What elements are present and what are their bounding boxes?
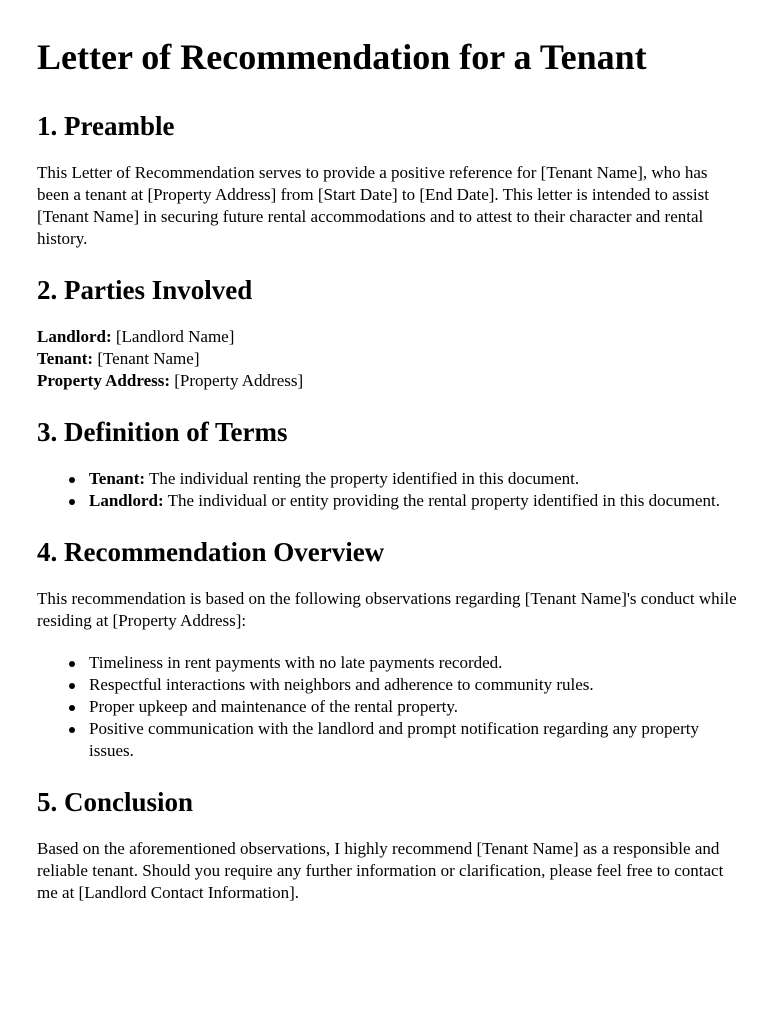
list-item: Timeliness in rent payments with no late payments recorded.	[89, 652, 740, 674]
parties-block	[37, 326, 740, 392]
section-heading-preamble: 1. Preamble	[37, 111, 175, 141]
section-heading-conclusion: 5. Conclusion	[37, 787, 194, 817]
definition-text: The individual or entity providing the rental property identified in this document.	[163, 491, 720, 510]
landlord-line	[37, 326, 740, 348]
definition-term: Tenant:	[89, 469, 146, 488]
conclusion-text: Based on the aforementioned observations, I highly recommend [Tenant Name] as a responsible and reliable tenant. Should you require any further information or clarification, please feel free to contact me at [Landlord Contact Information].	[37, 839, 724, 902]
section-heading-definitions: 3. Definition of Terms	[37, 417, 288, 447]
landlord-value: [Landlord Name]	[111, 327, 235, 346]
section-heading-parties: 2. Parties Involved	[37, 275, 253, 305]
preamble-text: This Letter of Recommendation serves to provide a positive reference for [Tenant Name], who has been a tenant at [Property Address] from [Start Date] to [End Date]. This letter is intended to assist [Tenant Name] in securing future rental accommodations and to attest to their character and rental history.	[37, 163, 709, 248]
list-item: Respectful interactions with neighbors and adherence to community rules.	[89, 674, 740, 696]
section-heading-overview: 4. Recommendation Overview	[37, 537, 385, 567]
definition-term: Landlord:	[89, 491, 164, 510]
tenant-value: [Tenant Name]	[93, 349, 200, 368]
tenant-label: Tenant:	[37, 349, 94, 368]
property-label: Property Address:	[37, 371, 171, 390]
definitions-list	[37, 468, 740, 512]
list-item: Proper upkeep and maintenance of the rental property.	[89, 696, 740, 718]
definition-text: The individual renting the property identified in this document.	[145, 469, 580, 488]
tenant-line	[37, 348, 740, 370]
overview-intro: This recommendation is based on the following observations regarding [Tenant Name]'s conduct while residing at [Property Address]:	[37, 589, 737, 630]
list-item	[89, 490, 740, 512]
list-item	[89, 468, 740, 490]
landlord-label: Landlord:	[37, 327, 112, 346]
document-title: Letter of Recommendation for a Tenant	[37, 37, 647, 77]
observations-list	[37, 652, 740, 762]
property-value: [Property Address]	[170, 371, 304, 390]
property-line	[37, 370, 740, 392]
list-item: Positive communication with the landlord and prompt notification regarding any property issues.	[89, 718, 740, 762]
